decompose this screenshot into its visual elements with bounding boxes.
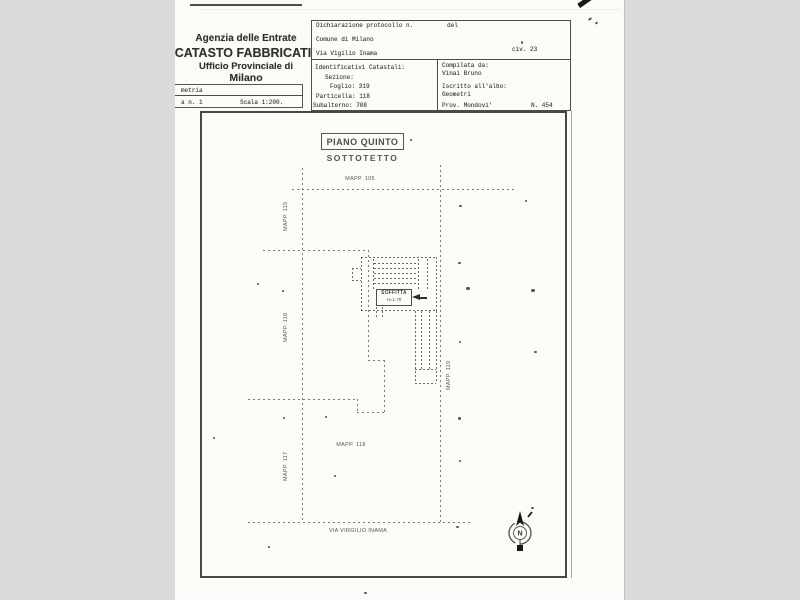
stair-structure-outline	[361, 257, 436, 258]
boundary-line-mid-upper	[263, 250, 368, 251]
comune-label: Comune di Milano	[316, 36, 374, 43]
cadastral-particella: Particella: 118	[316, 93, 371, 100]
province-label: Prov. Mondovi'	[442, 102, 493, 109]
soffitta-arrow-icon	[420, 297, 427, 299]
scan-speck	[459, 460, 461, 462]
geometry-row2-scale: Scala 1:200.	[240, 99, 284, 106]
agency-name: Agenzia delle Entrate	[195, 33, 297, 44]
soffitta-label-box	[376, 289, 412, 306]
protocol-label: Dichiarazione protocollo n.	[316, 22, 414, 29]
scan-speck	[534, 351, 537, 353]
soffitta-name: SOFFITTA	[381, 290, 407, 296]
scan-speck	[459, 205, 462, 207]
soffitta-arrow-icon	[412, 294, 420, 300]
scan-speck	[213, 437, 215, 439]
declaration-box-vdivider	[437, 59, 438, 111]
stair-structure-inner-wall	[427, 259, 428, 289]
stair-tread-hatch	[374, 273, 418, 274]
agency-register-title: CATASTO FABBRICATI	[174, 46, 312, 60]
shaft-wall	[415, 311, 416, 383]
geometry-row1: metria	[181, 87, 203, 94]
geometry-box-divider	[175, 95, 303, 96]
stair-tread-hatch	[374, 263, 418, 264]
compass-rose-icon	[501, 509, 541, 555]
parcel-label-mapp-115: MAPP. 115	[283, 201, 289, 231]
shaft-wall	[436, 311, 437, 383]
shaft-wall	[421, 311, 422, 369]
boundary-line-step	[384, 360, 385, 412]
scan-speck	[456, 526, 459, 528]
scan-speck	[334, 475, 336, 477]
shaft-rung	[415, 369, 436, 370]
scan-speck	[410, 139, 412, 141]
scan-speck	[268, 546, 270, 548]
boundary-line-step	[368, 250, 369, 360]
scan-speck	[521, 41, 523, 44]
boundary-line-west	[302, 168, 303, 522]
stair-structure-outline	[436, 257, 437, 311]
stair-structure-outline	[361, 310, 436, 311]
compiler-name: Vinai Bruno	[442, 70, 482, 77]
street-address-label: Via Vigilio Inama	[316, 50, 378, 57]
boundary-line-mid-lower	[248, 399, 357, 400]
scan-speck	[325, 416, 327, 418]
geometry-row2-number: a n. 1	[181, 99, 203, 106]
shaft-wall	[376, 307, 377, 319]
plan-frame	[200, 111, 567, 578]
scan-speck	[283, 417, 285, 419]
parcel-label-mapp-117: MAPP. 117	[283, 451, 289, 481]
stair-structure-outline	[361, 257, 362, 311]
scan-speck	[531, 289, 535, 292]
stair-structure-annex	[352, 268, 361, 269]
compiler-label: Compilata da:	[442, 62, 489, 69]
boundary-line-east	[440, 165, 441, 522]
parcel-label-mapp-118-west: MAPP. 118	[283, 312, 289, 342]
plan-title: PIANO QUINTO	[326, 136, 399, 147]
scan-speck	[459, 341, 461, 343]
scan-speck	[458, 262, 461, 264]
scan-speck	[364, 592, 367, 594]
cadastral-foglio: Foglio: 319	[330, 83, 370, 90]
agency-box-top-border	[190, 4, 302, 6]
stair-tread-hatch	[374, 278, 418, 279]
plan-title-box	[321, 133, 404, 150]
boundary-line-step	[368, 360, 384, 361]
parcel-label-mapp-119: MAPP. 119	[446, 360, 452, 390]
scan-speck	[282, 290, 284, 292]
boundary-line-step	[357, 412, 384, 413]
boundary-line-south	[248, 522, 470, 523]
parcel-label-mapp-105: MAPP. 105	[345, 176, 375, 182]
scan-fold-line	[200, 9, 620, 10]
plan-subtitle: SOTTOTETTO	[326, 153, 399, 163]
soffitta-height: H=1.70	[386, 297, 402, 302]
scan-speck	[531, 507, 534, 509]
stair-tread-hatch	[374, 268, 418, 269]
parcel-label-mapp-118-center: MAPP. 118	[336, 442, 366, 448]
protocol-del-label: del	[447, 22, 458, 29]
cadastral-title: Identificativi Catastali:	[315, 64, 406, 71]
scan-speck	[458, 417, 461, 420]
scan-speck	[257, 283, 259, 285]
shaft-rung	[415, 383, 436, 384]
agency-office: Ufficio Provinciale di	[199, 61, 293, 72]
civic-number-label: civ. 23	[512, 46, 538, 53]
stair-tread-hatch	[374, 283, 418, 284]
registration-number: N. 454	[531, 102, 553, 109]
scan-speck	[525, 200, 527, 202]
cadastral-subalterno: Subalterno: 708	[313, 102, 368, 109]
plan-frame-shadow	[571, 111, 572, 578]
boundary-line-north	[292, 189, 517, 190]
agency-city: Milano	[229, 72, 263, 84]
compass-north-letter: N	[517, 530, 523, 538]
boundary-line-step	[357, 399, 358, 412]
register-label: Iscritto all'albo:	[442, 83, 507, 90]
shaft-wall	[429, 311, 430, 369]
register-value: Geometri	[442, 91, 471, 98]
shaft-wall	[382, 307, 383, 319]
stair-structure-annex	[352, 280, 361, 281]
street-name-label: VIA VIRGILIO INAMA	[328, 528, 388, 534]
cadastral-sezione: Sezione:	[325, 74, 354, 81]
stair-structure-inner-wall	[418, 259, 419, 289]
scan-speck	[466, 287, 470, 290]
stair-structure-annex	[352, 268, 353, 281]
declaration-box-hdivider	[311, 59, 571, 60]
